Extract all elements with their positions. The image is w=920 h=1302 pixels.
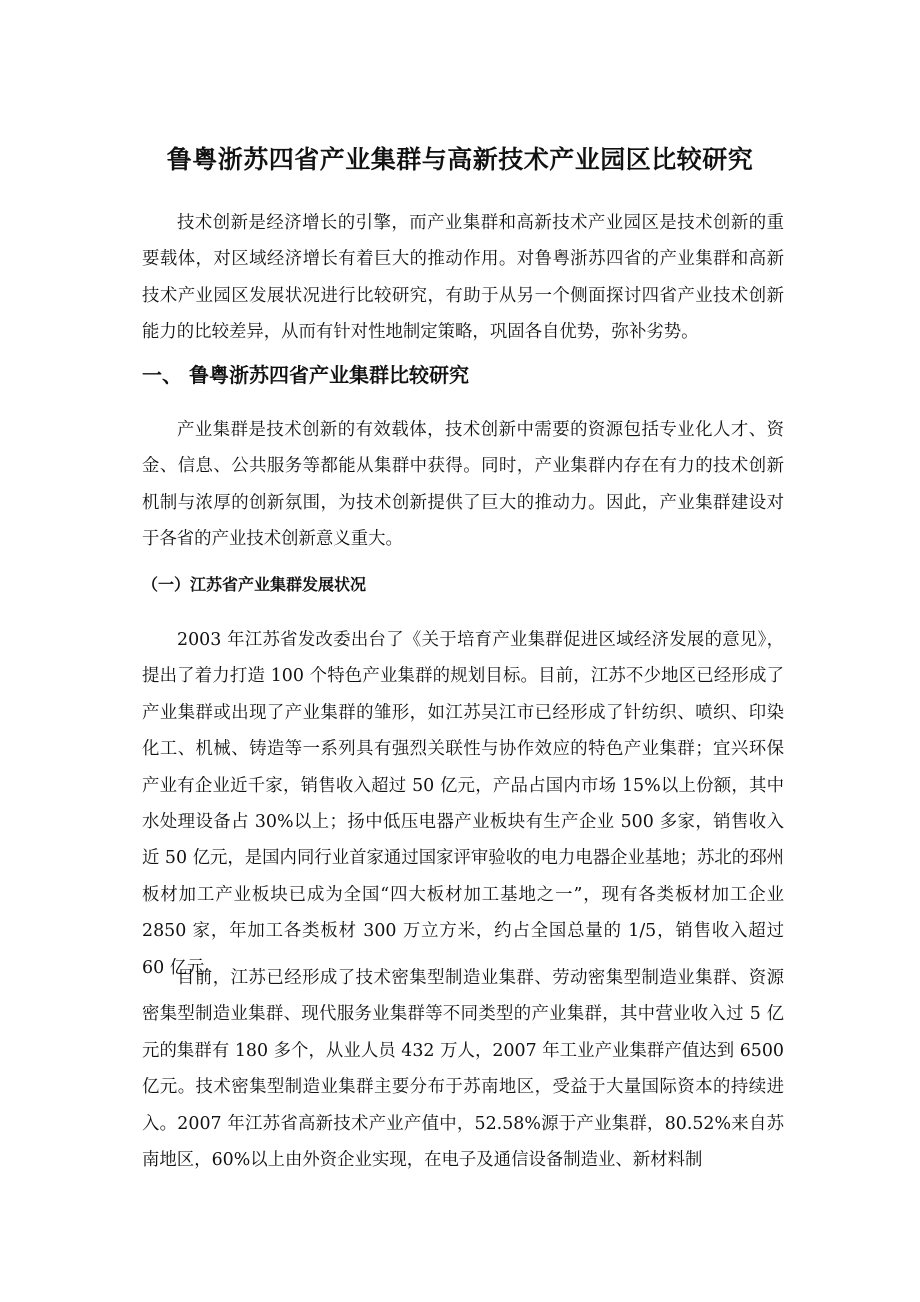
document-title: 鲁粤浙苏四省产业集群与高新技术产业园区比较研究: [166, 145, 754, 174]
subsection-paragraph: 目前，江苏已经形成了技术密集型制造业集群、劳动密集型制造业集群、资源密集型制造业集群、现代服务业集群等不同类型的产业集群，其中营业收入过 5 亿元的集群有 180 多个，从业人员 432 万人，2007 年工业产业集群产值达到 6500 亿元。技术密集型制造业集群主要分布于苏南地区，受益于大量国际资本的持续进入。2007 年江苏省高新技术产业产值中，52.58%源于产业集群，80.52%来自苏南地区，60%以上由外资企业实现，在电子及通信设备制造业、新材料制: [142, 968, 784, 1171]
section-heading: 一、 鲁粤浙苏四省产业集群比较研究: [142, 363, 469, 387]
section-paragraph: 产业集群是技术创新的有效载体，技术创新中需要的资源包括专业化人才、资金、信息、公共服务等都能从集群中获得。同时，产业集群内存在有力的技术创新机制与浓厚的创新氛围，为技术创新提供了巨大的推动力。因此，产业集群建设对于各省的产业技术创新意义重大。: [142, 420, 784, 550]
intro-paragraph: 技术创新是经济增长的引擎，而产业集群和高新技术产业园区是技术创新的重要载体，对区域经济增长有着巨大的推动作用。对鲁粤浙苏四省的产业集群和高新技术产业园区发展状况进行比较研究，有助于从另一个侧面探讨四省产业技术创新能力的比较差异，从而有针对性地制定策略，巩固各自优势，弥补劣势。: [142, 213, 784, 343]
subsection-heading: （一）江苏省产业集群发展状况: [142, 575, 367, 594]
subsection-paragraph: 2003 年江苏省发改委出台了《关于培育产业集群促进区域经济发展的意见》，提出了着力打造 100 个特色产业集群的规划目标。目前，江苏不少地区已经形成了产业集群或出现了产业集群的雏形，如江苏吴江市已经形成了针纺织、喷织、印染化工、机械、铸造等一系列具有强烈关联性与协作效应的特色产业集群；宜兴环保产业有企业近千家，销售收入超过 50 亿元，产品占国内市场 15%以上份额，其中水处理设备占 30%以上；扬中低压电器产业板块有生产企业 500 多家，销售收入近 50 亿元，是国内同行业首家通过国家评审验收的电力电器企业基地；苏北的邳州板材加工产业板块已成为全国“四大板材加工基地之一”，现有各类板材加工企业 2850 家，年加工各类板材 300 万立方米，约占全国总量的 1/5，销售收入超过 60 亿元。: [142, 630, 784, 978]
